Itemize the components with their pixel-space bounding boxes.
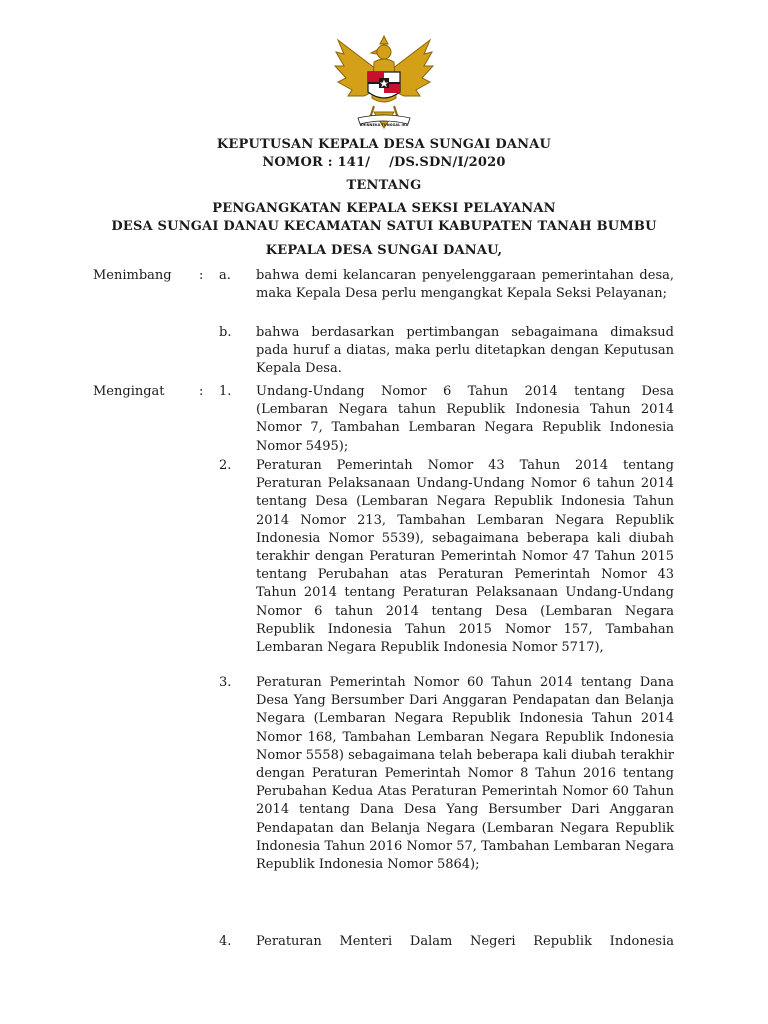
menimbang-item-b-text: bahwa berdasarkan pertimbangan sebagaimana dimaksud pada huruf a diatas, maka perlu ditetapkan dengan Keputusan Kepala Desa. <box>256 325 674 377</box>
subject-line-1: PENGANGKATAN KEPALA SEKSI PELAYANAN <box>212 201 556 216</box>
menimbang-label: Menimbang <box>93 268 172 283</box>
menimbang-colon: : <box>199 268 204 283</box>
document-number: NOMOR : 141/ /DS.SDN/I/2020 <box>262 155 506 170</box>
subject-line-2: DESA SUNGAI DANAU KECAMATAN SATUI KABUPATEN TANAH BUMBU <box>111 219 657 234</box>
menimbang-item-b-number: b. <box>219 325 232 340</box>
mengingat-item-1-text: Undang-Undang Nomor 6 Tahun 2014 tentang Desa (Lembaran Negara tahun Republik Indonesia Tahun 2014 Nomor 7, Tambahan Lembaran Negara Republik Indonesia Nomor 5495); <box>256 384 674 454</box>
menimbang-item-a-number: a. <box>219 268 231 283</box>
emblem-motto: BHINNEKA TUNGGAL IKA <box>359 123 409 127</box>
menimbang-item-a-text: bahwa demi kelancaran penyelenggaraan pemerintahan desa, maka Kepala Desa perlu mengangkat Kepala Seksi Pelayanan; <box>256 268 674 302</box>
mengingat-item-4-text: Peraturan Menteri Dalam Negeri Republik Indonesia <box>256 934 674 949</box>
mengingat-item-1-number: 1. <box>219 384 232 399</box>
mengingat-colon: : <box>199 384 204 399</box>
mengingat-item-4-number: 4. <box>219 934 232 949</box>
mengingat-item-3-number: 3. <box>219 675 232 690</box>
mengingat-item-2-text: Peraturan Pemerintah Nomor 43 Tahun 2014 tentang Peraturan Pelaksanaan Undang-Undang Nomor 6 tahun 2014 tentang Desa (Lembaran Negara Republik Indonesia Tahun 2014 Nomor 213, Tambahan Lembaran Negara Republik Indonesia Nomor 5539), sebagaimana beberapa kali diubah terakhir dengan Peraturan Pemerintah Nomor 47 Tahun 2015 tentang Perubahan atas Peraturan Pemerintah Nomor 43 Tahun 2014 tentang Peraturan Pelaksanaan Undang-Undang Nomor 6 tahun 2014 tentang Desa (Lembaran Negara Republik Indonesia Tahun 2015 Nomor 157, Tambahan Lembaran Negara Republik Indonesia Nomor 5717), <box>256 458 674 656</box>
document-title: KEPUTUSAN KEPALA DESA SUNGAI DANAU <box>216 137 552 152</box>
mengingat-label: Mengingat <box>93 384 165 399</box>
mengingat-item-3-text: Peraturan Pemerintah Nomor 60 Tahun 2014 tentang Dana Desa Yang Bersumber Dari Anggaran Pendapatan dan Belanja Negara (Lembaran Negara Republik Indonesia Tahun 2014 Nomor 168, Tambahan Lembaran Negara Republik Indonesia Nomor 5558) sebagaimana telah beberapa kali diubah terakhir dengan Peraturan Pemerintah Nomor 8 Tahun 2016 tentang Perubahan Kedua Atas Peraturan Pemerintah Nomor 60 Tahun 2014 tentang Dana Desa Yang Bersumber Dari Anggaran Pendapatan dan Belanja Negara (Lembaran Negara Republik Indonesia Tahun 2016 Nomor 57, Tambahan Lembaran Negara Republik Indonesia Nomor 5864); <box>256 675 674 873</box>
tentang-heading: TENTANG <box>346 178 422 193</box>
authority-heading: KEPALA DESA SUNGAI DANAU, <box>265 243 503 258</box>
mengingat-item-2-number: 2. <box>219 458 232 473</box>
